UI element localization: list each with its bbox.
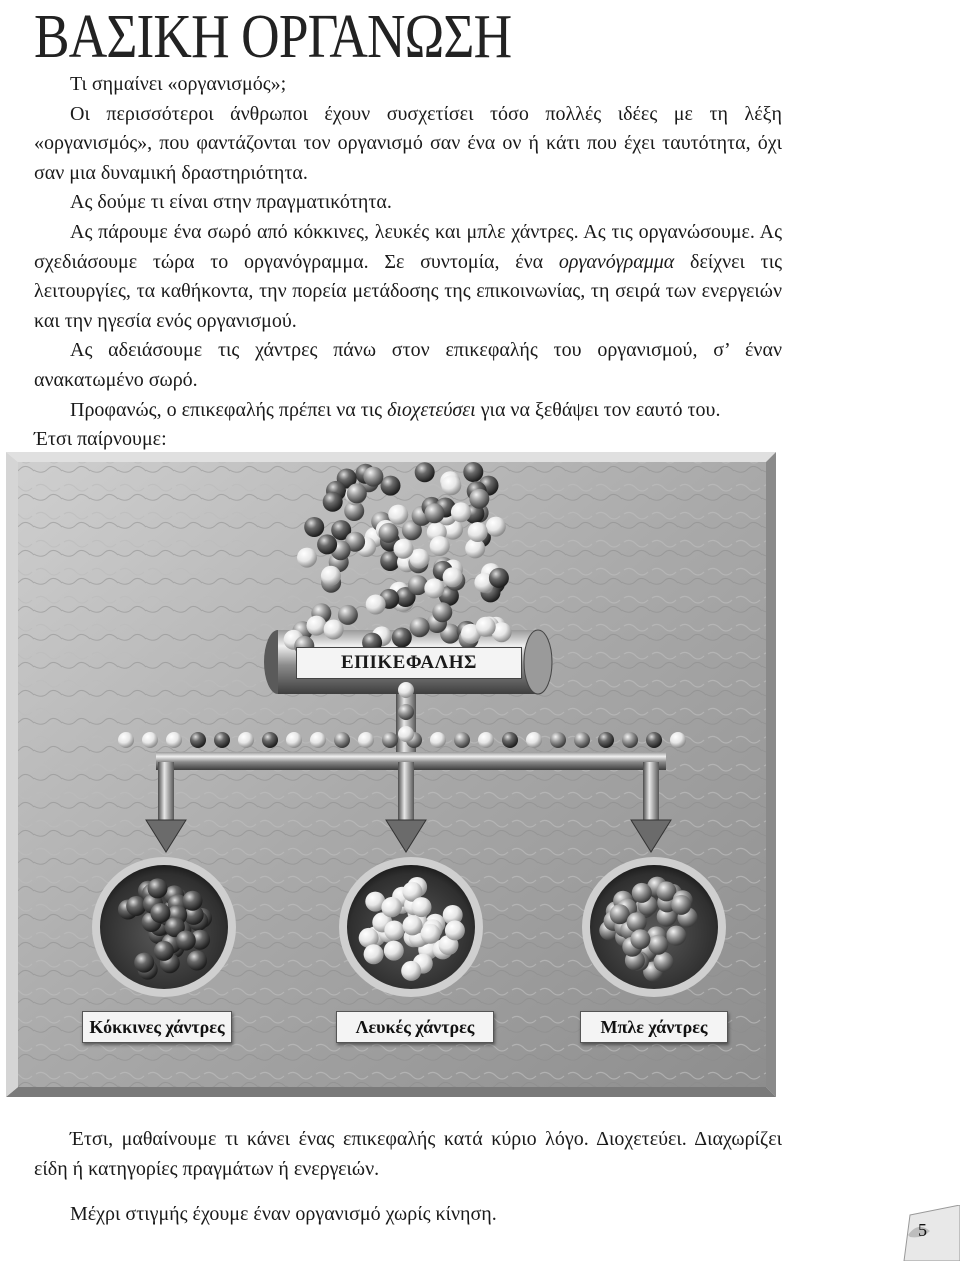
- bead: [630, 929, 650, 949]
- intro-paragraph-1: Οι περισσότεροι άνθρωποι έχουν συσχετίσει τόσο πολλές ιδέες με τη λέξη «οργανισμός», που φαντάζονται τον οργανισμό σαν ένα ον ή κάτι που έχει ταυτότητα, όχι σαν μια δυναμική δραστηριότητα.: [34, 102, 782, 184]
- intro-question: Τι σημαίνει «οργανισμός»;: [70, 73, 287, 95]
- bead: [190, 732, 206, 748]
- bead: [183, 891, 203, 911]
- bead: [622, 732, 638, 748]
- bead: [366, 595, 386, 615]
- bead: [598, 732, 614, 748]
- bin-label-white: Λευκές χάντρες: [336, 1011, 494, 1043]
- bead: [424, 578, 444, 598]
- bead: [401, 961, 421, 981]
- bead: [304, 517, 324, 537]
- bead: [381, 476, 401, 496]
- bead: [338, 605, 358, 625]
- bead: [398, 704, 414, 720]
- page-corner-icon: [900, 1205, 960, 1261]
- intro-paragraph-2: Ας δούμε τι είναι στην πραγματικότητα.: [70, 191, 392, 214]
- bead: [654, 952, 674, 972]
- bead: [323, 492, 343, 512]
- bead: [410, 617, 430, 637]
- bead: [379, 523, 399, 543]
- intro-paragraph-5-end: για να ξεθάψει τον εαυτό του.: [475, 398, 721, 421]
- intro-term-organogram: οργανόγραμμα: [558, 250, 675, 273]
- organization-diagram: [6, 452, 776, 1097]
- bin-label-red: Κόκκινες χάντρες: [82, 1011, 232, 1043]
- bead: [454, 732, 470, 748]
- intro-text: [34, 70, 782, 455]
- bead: [478, 732, 494, 748]
- bead: [381, 897, 401, 917]
- bead: [347, 483, 367, 503]
- bead: [489, 568, 509, 588]
- page-number: 5: [918, 1220, 927, 1240]
- bead: [310, 732, 326, 748]
- bead: [364, 944, 384, 964]
- page-title: ΒΑΣΙΚΗ ΟΡΓΑΝΩΣΗ: [34, 3, 512, 71]
- outro-paragraph-1: Έτσι, μαθαίνουμε τι κάνει ένας επικεφαλής κατά κύριο λόγο. Διοχετεύει. Διαχωρίζει είδη ή κατηγορίες πραγμάτων ή ενεργειών.: [34, 1128, 782, 1180]
- bead: [238, 732, 254, 748]
- bead: [150, 903, 170, 923]
- bead: [451, 502, 471, 522]
- bead: [670, 732, 686, 748]
- bead: [646, 732, 662, 748]
- bead: [262, 732, 278, 748]
- intro-term-channel: διοχετεύσει: [387, 398, 476, 421]
- bead: [176, 931, 196, 951]
- bead: [307, 616, 327, 636]
- bead: [445, 920, 465, 940]
- outro-text-2: [34, 1200, 782, 1230]
- bead: [476, 617, 496, 637]
- bead: [425, 503, 445, 523]
- bin-label-blue: Μπλε χάντρες: [580, 1011, 728, 1043]
- bead: [550, 732, 566, 748]
- intro-paragraph-3: [34, 218, 782, 336]
- bead: [363, 467, 383, 487]
- bead: [187, 951, 207, 971]
- bead: [443, 567, 463, 587]
- bead: [317, 534, 337, 554]
- bead: [632, 883, 652, 903]
- bead: [403, 915, 423, 935]
- bead: [468, 522, 488, 542]
- bead: [297, 548, 317, 568]
- bead: [392, 628, 412, 648]
- bead: [148, 878, 168, 898]
- bead: [388, 505, 408, 525]
- intro-paragraph-4: Ας αδειάσουμε τις χάντρες πάνω στον επικεφαλής του οργανισμού, σ’ έναν ανακατωμένο σωρό.: [34, 339, 782, 391]
- bead: [334, 732, 350, 748]
- intro-paragraph-5-start: Προφανώς, ο επικεφαλής πρέπει να τις: [70, 398, 388, 421]
- bead: [574, 732, 590, 748]
- intro-paragraph-6: Έτσι παίρνουμε:: [34, 428, 167, 451]
- bead: [502, 732, 518, 748]
- head-label: ΕΠΙΚΕΦΑΛΗΣ: [296, 647, 522, 679]
- outro-text: [34, 1125, 782, 1184]
- diagram-illustration: [6, 452, 776, 1097]
- bead: [430, 732, 446, 748]
- bead: [398, 726, 414, 742]
- bead: [463, 462, 483, 482]
- bead: [441, 475, 461, 495]
- bead: [358, 732, 374, 748]
- bead: [412, 897, 432, 917]
- bead: [118, 732, 134, 748]
- bead: [321, 566, 341, 586]
- intro-paragraph-5: [34, 396, 782, 426]
- bead: [384, 921, 404, 941]
- bead: [382, 732, 398, 748]
- bead: [384, 941, 404, 961]
- outro-paragraph-2: Μέχρι στιγμής έχουμε έναν οργανισμό χωρίς κίνηση.: [70, 1203, 497, 1225]
- bead: [154, 941, 174, 961]
- bead: [421, 924, 441, 944]
- intro-paragraph-3-end: δείχνει τις λειτουργίες, τα καθήκοντα, την πορεία μετάδοσης της επικοινωνίας, τη σειρά των ενεργειών και την ηγεσία ενός οργανισμού.: [34, 250, 782, 332]
- bead: [432, 602, 452, 622]
- bead: [415, 462, 435, 482]
- bead: [398, 682, 414, 698]
- bead: [394, 539, 414, 559]
- bead: [486, 517, 506, 537]
- intro-paragraph-3-start: Ας πάρουμε ένα σωρό από κόκκινες, λευκές και μπλε χάντρες. Ας τις οργανώσουμε. Ας σχεδιάσουμε τώρα το οργανόγραμμα. Σε συντομία, ένα: [34, 220, 782, 273]
- bead: [666, 926, 686, 946]
- bead: [142, 732, 158, 748]
- bead: [286, 732, 302, 748]
- bead: [214, 732, 230, 748]
- bead: [430, 536, 450, 556]
- bead: [166, 732, 182, 748]
- bead: [671, 895, 691, 915]
- bead: [627, 912, 647, 932]
- bead: [648, 935, 668, 955]
- bead: [134, 953, 154, 973]
- bead: [469, 489, 489, 509]
- bead: [526, 732, 542, 748]
- bead: [324, 620, 344, 640]
